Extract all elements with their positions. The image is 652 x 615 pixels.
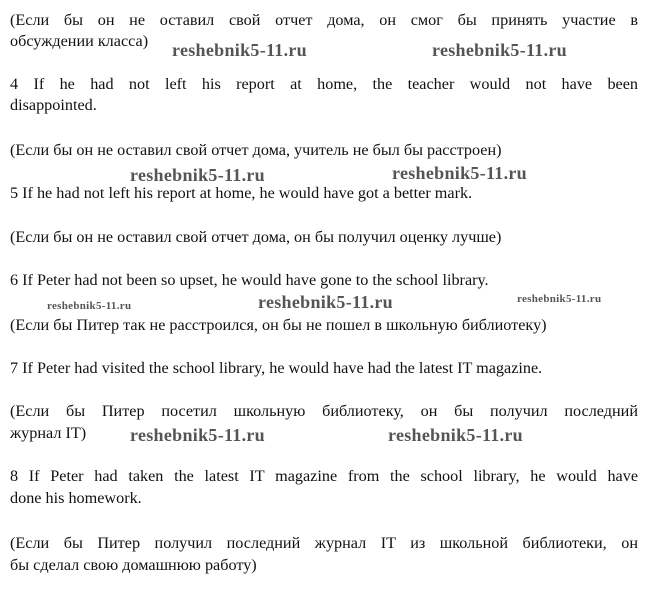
text-line-15: (Если бы Питер получил последний журнал IT из школьной библиотеки, он [10, 534, 638, 552]
watermark: reshebnik5-11.ru [47, 300, 132, 312]
text-line-8: 6 If Peter had not been so upset, he would have gone to the school library. [10, 271, 489, 289]
watermark: reshebnik5-11.ru [130, 165, 265, 185]
text-line-11: (Если бы Питер посетил школьную библиотеку, он бы получил последний [10, 402, 638, 420]
watermark: reshebnik5-11.ru [258, 292, 393, 312]
text-line-4: disappointed. [10, 96, 97, 114]
watermark: reshebnik5-11.ru [388, 425, 523, 445]
text-line-2: обсуждении класса) [10, 32, 149, 50]
text-line-16: бы сделал свою домашнюю работу) [10, 556, 257, 574]
watermark: reshebnik5-11.ru [130, 425, 265, 445]
text-line-5: (Если бы он не оставил свой отчет дома, учитель не был бы расстроен) [10, 141, 502, 159]
text-line-7: (Если бы он не оставил свой отчет дома, он бы получил оценку лучше) [10, 228, 502, 246]
watermark: reshebnik5-11.ru [517, 293, 602, 305]
text-line-14: done his homework. [10, 489, 142, 507]
text-line-9: (Если бы Питер так не расстроился, он бы не пошел в школьную библиотеку) [10, 316, 547, 334]
text-line-1: (Если бы он не оставил свой отчет дома, он смог бы принять участие в [10, 11, 638, 29]
text-line-13: 8 If Peter had taken the latest IT magazine from the school library, he would have [10, 467, 638, 485]
watermark: reshebnik5-11.ru [172, 40, 307, 60]
text-line-10: 7 If Peter had visited the school library, he would have had the latest IT magazine. [10, 359, 543, 377]
watermark: reshebnik5-11.ru [432, 40, 567, 60]
text-line-3: 4 If he had not left his report at home, the teacher would not have been [10, 75, 638, 93]
text-line-6: 5 If he had not left his report at home, he would have got a better mark. [10, 184, 473, 202]
watermark: reshebnik5-11.ru [392, 163, 527, 183]
text-line-12: журнал IT) [10, 424, 87, 442]
